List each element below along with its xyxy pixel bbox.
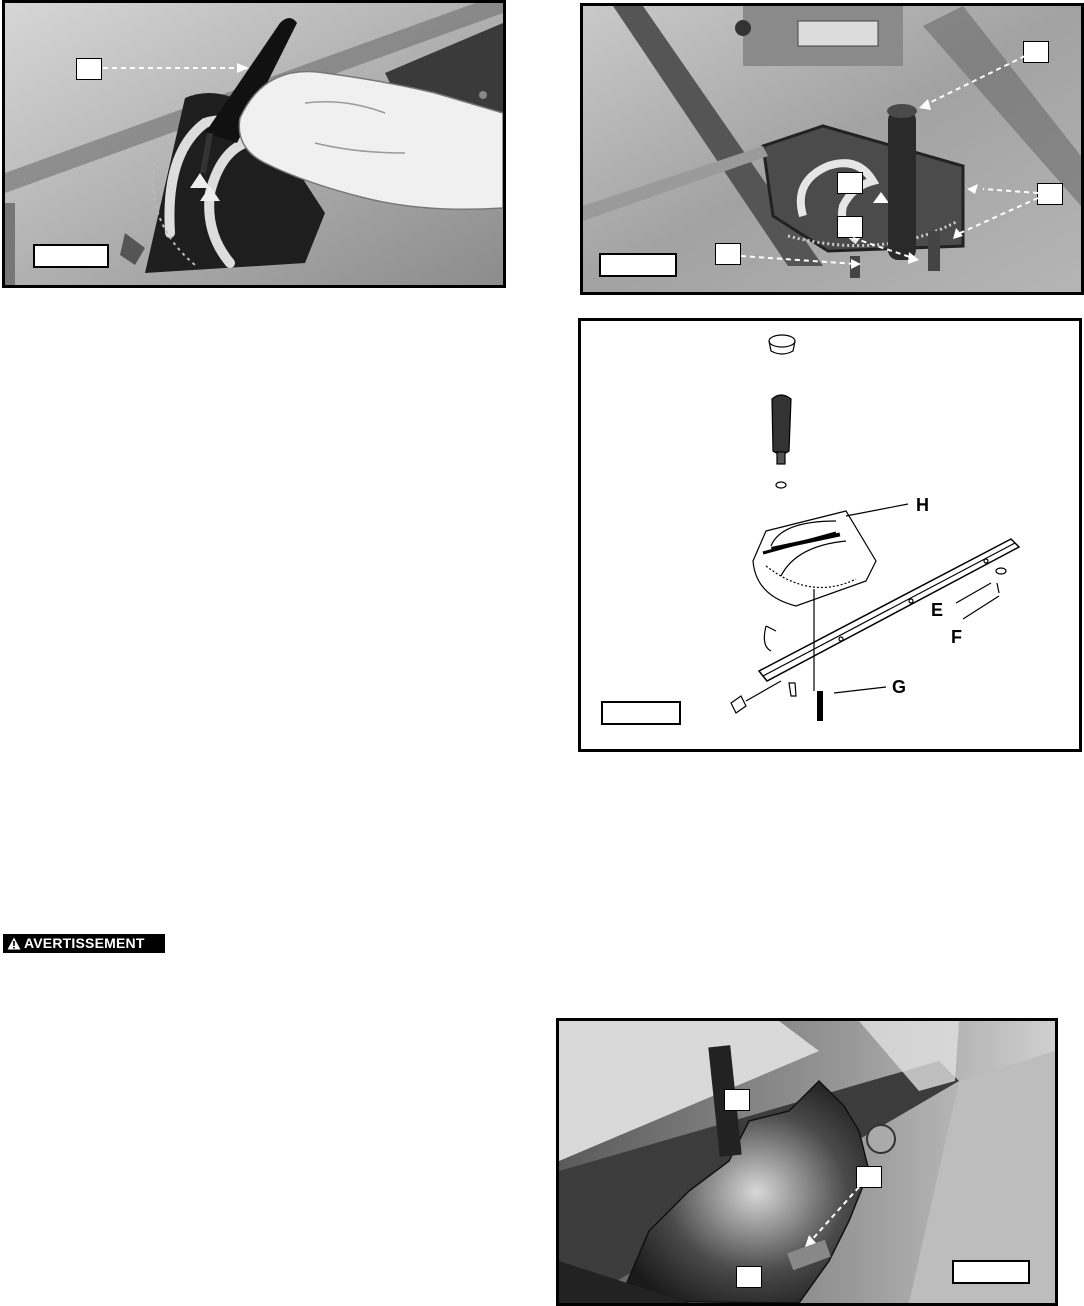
figure-label <box>601 701 681 725</box>
warning-triangle-icon <box>7 937 21 950</box>
figure-exploded-view <box>578 318 1082 752</box>
part-letter-e: E <box>931 600 944 620</box>
callout-box <box>76 58 102 80</box>
figure-label <box>599 253 677 277</box>
warning-label: AVERTISSEMENT <box>24 935 145 951</box>
part-letter-h: H <box>916 495 929 515</box>
figure-label <box>33 244 109 268</box>
drawing-exploded-miter-gauge <box>581 321 1079 749</box>
part-letter-f: F <box>951 627 962 647</box>
warning-banner <box>3 934 165 953</box>
part-letter-g: G <box>892 677 907 697</box>
figure-saw-blade <box>556 1018 1058 1306</box>
figure-label <box>952 1260 1030 1284</box>
callout-arrows <box>583 6 1081 292</box>
figure-miter-gauge-marking <box>2 0 506 288</box>
figure-miter-gauge-installed <box>580 3 1084 295</box>
photo-miter-gauge-marking <box>5 3 503 285</box>
callout-arrow <box>101 55 251 77</box>
